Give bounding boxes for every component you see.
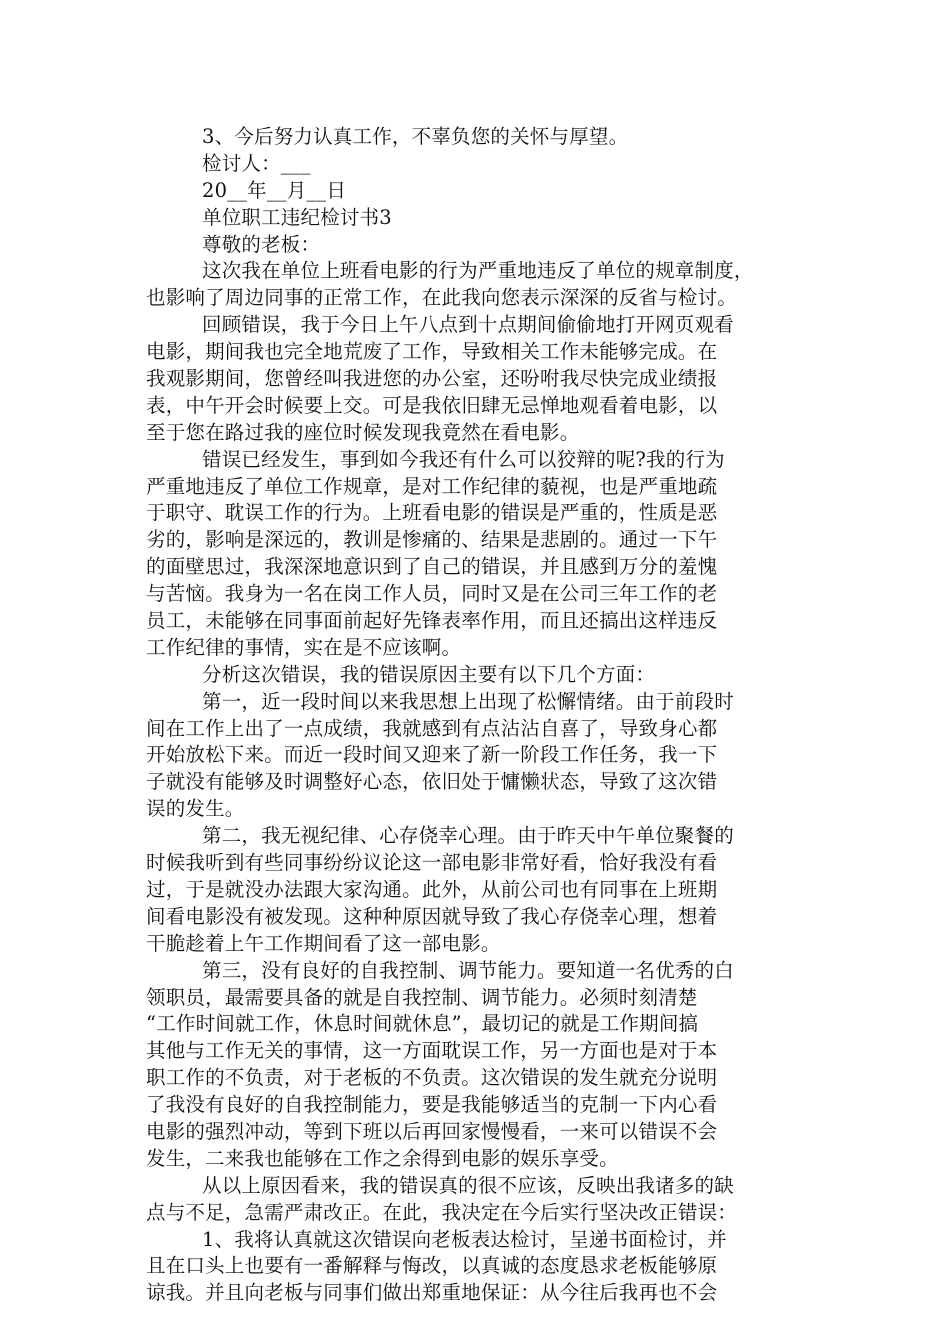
text-line: 至于您在路过我的座位时候发现我竟然在看电影。 [146,420,580,444]
text-line: 其他与工作无关的事情，这一方面耽误工作，另一方面也是对于本 [146,1039,718,1063]
text-line: 于职守、耽误工作的行为。上班看电影的错误是严重的，性质是恶 [146,501,718,525]
text-line: 我观影期间，您曾经叫我进您的办公室，还吩咐我尽快完成业绩报 [146,367,718,391]
text-line: 严重地违反了单位工作规章，是对工作纪律的藐视，也是严重地疏 [146,474,718,498]
text-line: 点与不足，急需严肃改正。在此，我决定在今后实行坚决改正错误： [146,1200,738,1224]
text-line: 电影的强烈冲动，等到下班以后再回家慢慢看，一来可以错误不会 [146,1119,718,1143]
text-line: 错误已经发生，事到如今我还有什么可以狡辩的呢?我的行为 [202,447,725,471]
text-line: 工作纪律的事情，实在是不应该啊。 [146,635,462,659]
text-line: 误的发生。 [146,797,245,821]
text-line: 1、我将认真就这次错误向老板表达检讨，呈递书面检讨，并 [202,1227,727,1251]
section-title: 单位职工违纪检讨书3 [202,205,392,229]
date-line: 20__年__月__日 [202,178,347,202]
text-line: 时候我听到有些同事纷纷议论这一部电影非常好看，恰好我没有看 [146,851,718,875]
salutation: 尊敬的老板： [202,232,321,256]
text-line: 开始放松下来。而近一段时间又迎来了新一阶段工作任务，我一下 [146,743,718,767]
text-line: 间在工作上出了一点成绩，我就感到有点沾沾自喜了，导致身心都 [146,716,718,740]
text-line: 第三，没有良好的自我控制、调节能力。要知道一名优秀的白 [202,958,734,982]
text-line: 回顾错误，我于今日上午八点到十点期间偷偷地打开网页观看 [202,313,734,337]
text-line: 电影，期间我也完全地荒废了工作，导致相关工作未能够完成。在 [146,340,718,364]
text-line: 干脆趁着上午工作期间看了这一部电影。 [146,931,501,955]
text-line: 第一，近一段时间以来我思想上出现了松懈情绪。由于前段时 [202,689,734,713]
text-line: 劣的，影响是深远的，教训是惨痛的、结果是悲剧的。通过一下午 [146,528,718,552]
text-line: 第二，我无视纪律、心存侥幸心理。由于昨天中午单位聚餐的 [202,824,734,848]
text-line: 职工作的不负责，对于老板的不负责。这次错误的发生就充分说明 [146,1066,718,1090]
text-line: 子就没有能够及时调整好心态，依旧处于慵懒状态，导致了这次错 [146,770,718,794]
signer-line: 检讨人：___ [202,151,311,175]
text-line: 谅我。并且向老板与同事们做出郑重地保证：从今往后我再也不会 [146,1281,718,1305]
text-line: 也影响了周边同事的正常工作，在此我向您表示深深的反省与检讨。 [146,286,738,310]
text-line: 分析这次错误，我的错误原因主要有以下几个方面： [202,662,656,686]
document-body [146,124,814,1307]
text-line: 员工，未能够在同事面前起好先锋表率作用，而且还搞出这样违反 [146,609,718,633]
text-line: 发生，二来我也能够在工作之余得到电影的娱乐享受。 [146,1146,619,1170]
text-line: 这次我在单位上班看电影的行为严重地违反了单位的规章制度， [202,259,754,283]
text-line: 的面壁思过，我深深地意识到了自己的错误，并且感到万分的羞愧 [146,555,718,579]
text-line: “工作时间就工作，休息时间就休息”，最切记的就是工作期间搞 [146,1012,699,1036]
text-line: 与苦恼。我身为一名在岗工作人员，同时又是在公司三年工作的老 [146,582,718,606]
text-line: 从以上原因看来，我的错误真的很不应该，反映出我诸多的缺 [202,1173,734,1197]
text-line: 且在口头上也要有一番解释与悔改，以真诚的态度恳求老板能够原 [146,1254,718,1278]
text-line: 过，于是就没办法跟大家沟通。此外，从前公司也有同事在上班期 [146,877,718,901]
text-line: 表，中午开会时候要上交。可是我依旧肆无忌惮地观看着电影，以 [146,393,718,417]
text-line: 领职员，最需要具备的就是自我控制、调节能力。必须时刻清楚 [146,985,698,1009]
text-line: 间看电影没有被发现。这种种原因就导致了我心存侥幸心理，想着 [146,904,718,928]
text-line: 了我没有良好的自我控制能力，要是我能够适当的克制一下内心看 [146,1093,718,1117]
text-line: 3、今后努力认真工作，不辜负您的关怀与厚望。 [202,125,629,148]
